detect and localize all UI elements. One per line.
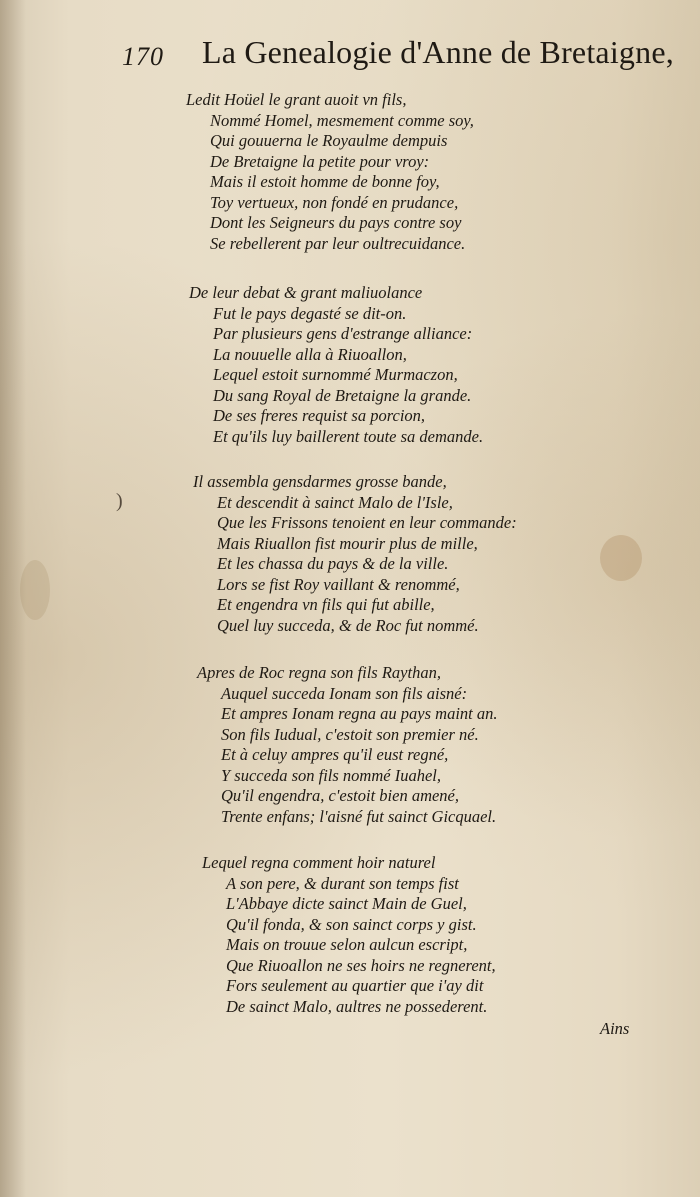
verse-line: Fors seulement au quartier que i'ay dit bbox=[226, 976, 484, 995]
verse-line: La nouuelle alla à Riuoallon, bbox=[213, 344, 407, 364]
verse-line: Fut le pays degasté se dit-on. bbox=[213, 303, 407, 323]
verse-line: Et qu'ils luy baillerent toute sa demande. bbox=[213, 426, 484, 446]
verse-line: Toy vertueux, non fondé en prudance, bbox=[210, 192, 459, 212]
catchword: Ains bbox=[600, 1019, 630, 1038]
page-number: 170 bbox=[122, 42, 164, 71]
paper-stain bbox=[600, 535, 642, 581]
verse-line: Par plusieurs gens d'estrange alliance: bbox=[213, 324, 473, 343]
verse-line: De leur debat & grant maliuolance bbox=[189, 283, 423, 302]
verse-line: Qui gouuerna le Royaulme dempuis bbox=[210, 131, 448, 150]
verse-line: Mais Riuallon fist mourir plus de mille, bbox=[217, 533, 478, 553]
verse-line: De sainct Malo, aultres ne possederent. bbox=[226, 996, 488, 1016]
verse-line: Et descendit à sainct Malo de l'Isle, bbox=[217, 492, 453, 512]
verse-line: Lequel regna comment hoir naturel bbox=[202, 853, 436, 872]
verse-line: Et engendra vn fils qui fut abille, bbox=[217, 595, 435, 614]
verse-line: De Bretaigne la petite pour vroy: bbox=[210, 151, 430, 171]
verse-line: Et ampres Ionam regna au pays maint an. bbox=[221, 704, 498, 723]
margin-bracket-mark: ) bbox=[116, 490, 123, 512]
verse-line: Son fils Iudual, c'estoit son premier né. bbox=[221, 724, 479, 744]
verse-line: Du sang Royal de Bretaigne la grande. bbox=[213, 385, 472, 405]
stanza-3 bbox=[193, 472, 517, 636]
verse-line: Lors se fist Roy vaillant & renommé, bbox=[217, 574, 460, 594]
verse-line: Se rebellerent par leur oultrecuidance. bbox=[210, 233, 466, 253]
verse-line: Et à celuy ampres qu'il eust regné, bbox=[221, 745, 449, 764]
verse-line: Nommé Homel, mesmement comme soy, bbox=[210, 110, 474, 130]
verse-line: Ledit Hoüel le grant auoit vn fils, bbox=[186, 90, 407, 109]
verse-line: Il assembla gensdarmes grosse bande, bbox=[193, 472, 447, 491]
verse-line: Mais on trouue selon aulcun escript, bbox=[226, 935, 468, 954]
verse-line: Que les Frissons tenoient en leur commande: bbox=[217, 513, 517, 532]
paper-stain bbox=[20, 560, 50, 620]
verse-line: Lequel estoit surnommé Murmaczon, bbox=[213, 365, 458, 384]
verse-line: Apres de Roc regna son fils Raythan, bbox=[197, 663, 441, 682]
page-header bbox=[122, 30, 682, 80]
verse-line: Y succeda son fils nommé Iuahel, bbox=[221, 765, 441, 785]
verse-line: Qu'il fonda, & son sainct corps y gist. bbox=[226, 914, 477, 934]
verse-line: L'Abbaye dicte sainct Main de Guel, bbox=[226, 894, 467, 913]
verse-line: Quel luy succeda, & de Roc fut nommé. bbox=[217, 615, 479, 635]
verse-line: Et les chassa du pays & de la ville. bbox=[217, 554, 449, 573]
verse-line: De ses freres requist sa porcion, bbox=[213, 406, 426, 425]
verse-line: Mais il estoit homme de bonne foy, bbox=[210, 172, 440, 191]
verse-line: Trente enfans; l'aisné fut sainct Gicquael. bbox=[221, 806, 497, 826]
stanza-1 bbox=[186, 90, 474, 254]
stanza-4 bbox=[197, 663, 498, 827]
verse-line: Qu'il engendra, c'estoit bien amené, bbox=[221, 786, 460, 805]
stanza-2 bbox=[189, 283, 484, 447]
stanza-5 bbox=[202, 853, 496, 1017]
verse-line: Dont les Seigneurs du pays contre soy bbox=[210, 213, 462, 232]
running-title: La Genealogie d'Anne de Bretaigne, bbox=[202, 34, 674, 70]
verse-line: A son pere, & durant son temps fist bbox=[226, 873, 459, 893]
verse-line: Que Riuoallon ne ses hoirs ne regnerent, bbox=[226, 955, 496, 975]
verse-line: Auquel succeda Ionam son fils aisné: bbox=[221, 683, 468, 703]
